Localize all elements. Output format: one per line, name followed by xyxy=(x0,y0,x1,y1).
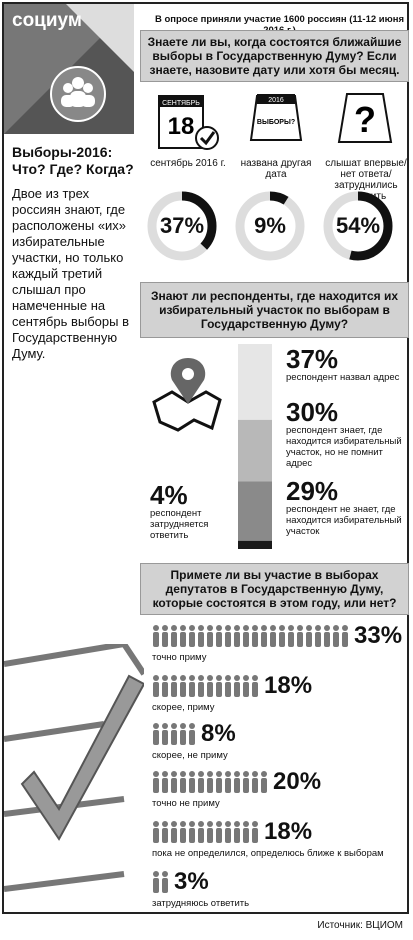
person-icon xyxy=(189,723,195,745)
response-value: 33% xyxy=(354,622,403,649)
person-icon xyxy=(162,871,168,893)
donut-value: 37% xyxy=(159,213,205,238)
calendar-question xyxy=(322,88,410,202)
svg-text:СЕНТЯБРЬ: СЕНТЯБРЬ xyxy=(162,100,200,107)
person-icon xyxy=(216,625,222,647)
person-icon xyxy=(261,625,267,647)
response-label: точно не приму xyxy=(152,798,220,809)
person-icon xyxy=(225,821,231,843)
person-icon xyxy=(189,625,195,647)
response-row xyxy=(152,622,402,663)
stack-value: 30% xyxy=(286,397,339,427)
person-icon xyxy=(198,771,204,793)
person-icon xyxy=(288,625,294,647)
person-icon xyxy=(261,771,267,793)
person-icon xyxy=(207,625,213,647)
person-icon xyxy=(306,625,312,647)
person-icon xyxy=(225,771,231,793)
response-value: 18% xyxy=(264,672,313,699)
donut-value: 54% xyxy=(335,213,381,238)
calendar-other-date xyxy=(236,88,316,178)
survey-note: В опросе приняли участие 1600 россиян (11-12 июня xyxy=(154,14,405,25)
stack-category: респондент назвал адрес xyxy=(286,372,400,383)
calendar-1-label: сентябрь 2016 г. xyxy=(150,158,226,169)
person-icon xyxy=(207,771,213,793)
person-icon xyxy=(252,675,258,697)
person-icon xyxy=(180,625,186,647)
stacked-bar xyxy=(238,344,272,549)
person-icon xyxy=(171,723,177,745)
stack-value: 37% xyxy=(286,344,339,374)
person-icon xyxy=(180,771,186,793)
person-icon xyxy=(270,625,276,647)
person-icon xyxy=(153,625,159,647)
rubric-box xyxy=(4,4,134,134)
rubric-label: социум xyxy=(12,10,82,31)
stack-category: респондент не знает, где находится избирательный участок xyxy=(286,504,402,537)
person-icon xyxy=(252,771,258,793)
person-icon xyxy=(171,771,177,793)
people-bar xyxy=(152,820,260,844)
person-icon xyxy=(153,771,159,793)
person-icon xyxy=(180,821,186,843)
infographic-frame xyxy=(2,2,409,914)
person-icon xyxy=(243,675,249,697)
person-icon xyxy=(234,771,240,793)
people-bar xyxy=(152,770,269,794)
stack-value: 4% xyxy=(150,480,188,510)
person-icon xyxy=(216,675,222,697)
response-label: пока не определился, определюсь ближе к выборам xyxy=(152,848,384,859)
stack-label-3 xyxy=(286,478,404,537)
person-icon xyxy=(342,625,348,647)
svg-text:?: ? xyxy=(354,99,376,140)
svg-text:2016: 2016 xyxy=(268,97,284,104)
person-icon xyxy=(207,821,213,843)
calendar-september xyxy=(148,88,228,178)
person-icon xyxy=(171,625,177,647)
people-icon xyxy=(50,66,106,122)
person-icon xyxy=(198,821,204,843)
person-icon xyxy=(171,675,177,697)
person-icon xyxy=(162,723,168,745)
stack-category: респондент затрудняется ответить xyxy=(150,508,209,541)
person-icon xyxy=(315,625,321,647)
person-icon xyxy=(279,625,285,647)
calendar-icon xyxy=(241,88,311,154)
person-icon xyxy=(216,771,222,793)
person-icon xyxy=(252,821,258,843)
response-row xyxy=(152,768,321,809)
person-icon xyxy=(162,675,168,697)
stack-segment-2 xyxy=(238,420,272,482)
calendar-3-label: слышат впервые/нет ответа/затруднились ответить xyxy=(325,158,407,202)
person-icon xyxy=(189,821,195,843)
response-row xyxy=(152,818,384,859)
response-label: скорее, не приму xyxy=(152,750,228,761)
person-icon xyxy=(153,821,159,843)
person-icon xyxy=(243,821,249,843)
response-value: 18% xyxy=(264,818,313,845)
response-label: затрудняюсь ответить xyxy=(152,898,250,909)
person-icon xyxy=(171,821,177,843)
person-icon xyxy=(189,771,195,793)
donut-2 xyxy=(234,190,306,262)
svg-text:18: 18 xyxy=(167,113,195,140)
question-3: Примете ли вы участие в выборах депутатов в Государственную Думу, которые состоятся в этом году, или нет? xyxy=(140,563,409,615)
stack-label-1 xyxy=(286,346,404,383)
stack-segment-3 xyxy=(238,481,272,540)
person-icon xyxy=(189,675,195,697)
stack-label-2 xyxy=(286,399,404,469)
person-icon xyxy=(216,821,222,843)
donut-3 xyxy=(322,190,394,262)
response-value: 3% xyxy=(174,868,209,895)
response-row xyxy=(152,720,236,761)
person-icon xyxy=(198,675,204,697)
person-icon xyxy=(198,625,204,647)
response-value: 8% xyxy=(201,720,236,747)
article-title: Выборы-2016: Что? Где? Когда? xyxy=(12,144,134,177)
stack-value: 29% xyxy=(286,476,339,506)
person-icon xyxy=(243,771,249,793)
donut-value: 9% xyxy=(254,213,286,238)
person-icon xyxy=(207,675,213,697)
question-mark-icon xyxy=(331,88,401,154)
person-icon xyxy=(225,675,231,697)
person-icon xyxy=(333,625,339,647)
people-bar xyxy=(152,870,170,894)
person-icon xyxy=(153,675,159,697)
person-icon xyxy=(225,625,231,647)
person-icon xyxy=(180,723,186,745)
stack-label-4 xyxy=(150,482,230,541)
person-icon xyxy=(297,625,303,647)
stack-segment-4 xyxy=(238,541,272,549)
question-1: Знаете ли вы, когда состоятся ближайшие выборы в Государственную Думу? Если знаете, назовите дату или хотя бы месяц. xyxy=(140,30,409,82)
person-icon xyxy=(243,625,249,647)
article-lead: Двое из трех россиян знают, где расположены «их» избирательные участки, но только каждый третий слышал про намеченные на сентябрь выборы в Государственную Думу. xyxy=(12,186,129,361)
stack-segment-1 xyxy=(238,344,272,420)
person-icon xyxy=(162,771,168,793)
person-icon xyxy=(234,821,240,843)
people-bar xyxy=(152,624,350,648)
response-row xyxy=(152,868,249,909)
person-icon xyxy=(180,675,186,697)
donut-1 xyxy=(146,190,218,262)
person-icon xyxy=(153,723,159,745)
stack-category: респондент знает, где находится избирательный участок, но не помнит адрес xyxy=(286,425,402,469)
person-icon xyxy=(162,821,168,843)
response-value: 20% xyxy=(273,768,322,795)
person-icon xyxy=(324,625,330,647)
calendar-icon xyxy=(153,88,223,154)
person-icon xyxy=(234,675,240,697)
person-icon xyxy=(252,625,258,647)
map-pin-icon xyxy=(144,354,229,434)
response-label: точно приму xyxy=(152,652,207,663)
response-label: скорее, приму xyxy=(152,702,215,713)
people-bar xyxy=(152,722,197,746)
ballot-check-icon xyxy=(4,644,144,914)
question-2: Знают ли респонденты, где находится их избирательный участок по выборам в Государственную Думу? xyxy=(140,282,409,338)
person-icon xyxy=(234,625,240,647)
svg-text:ВЫБОРЫ?: ВЫБОРЫ? xyxy=(256,119,296,126)
person-icon xyxy=(162,625,168,647)
source-note: Источник: ВЦИОМ xyxy=(317,920,403,931)
calendar-2-label: названа другая дата xyxy=(240,158,312,180)
people-bar xyxy=(152,674,260,698)
person-icon xyxy=(153,871,159,893)
response-row xyxy=(152,672,312,713)
